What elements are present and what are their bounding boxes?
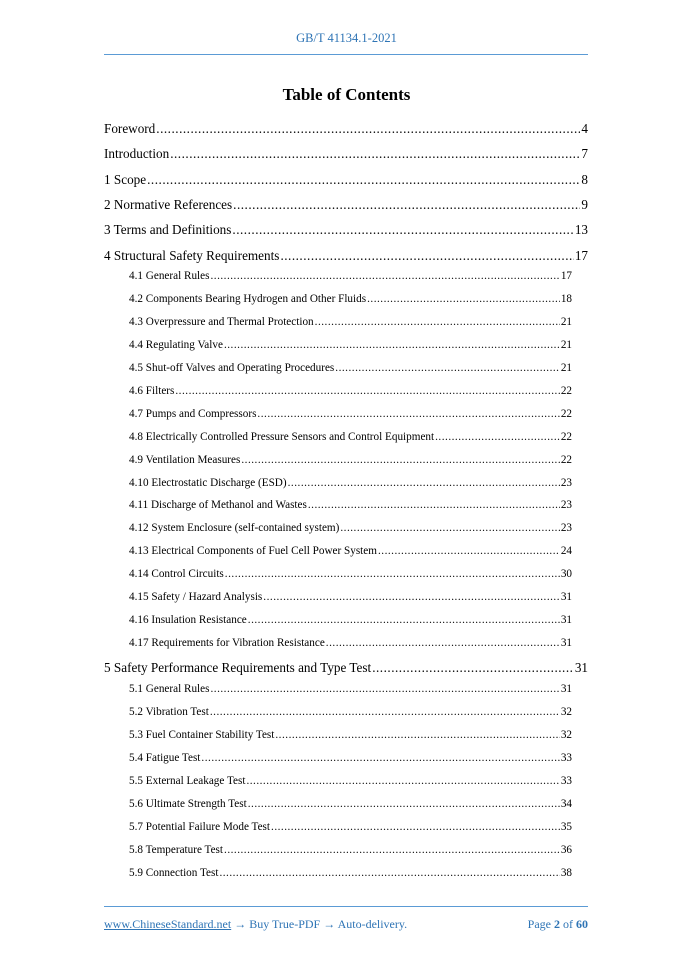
toc-entry-label: 4.9 Ventilation Measures — [129, 454, 241, 466]
toc-entry-label: 4.6 Filters — [129, 385, 175, 397]
page-total: 60 — [576, 917, 588, 931]
toc-entry[interactable] — [129, 385, 572, 397]
toc-entry-label: 4.10 Electrostatic Discharge (ESD) — [129, 477, 287, 489]
toc-entry[interactable] — [129, 522, 572, 534]
toc-entry-label: 4.3 Overpressure and Thermal Protection — [129, 316, 314, 328]
toc-entry[interactable] — [104, 172, 588, 188]
toc-leader-dots — [201, 752, 559, 764]
toc-entry-label: 4.11 Discharge of Methanol and Wastes — [129, 499, 307, 511]
toc-entry-page: 31 — [560, 637, 572, 649]
toc-entry-page: 7 — [581, 146, 588, 161]
toc-entry-page: 17 — [560, 270, 572, 282]
toc-entry-page: 31 — [560, 591, 572, 603]
toc-entry-page: 35 — [560, 821, 572, 833]
toc-entry-label: 4.16 Insulation Resistance — [129, 614, 247, 626]
toc-entry[interactable] — [129, 477, 572, 489]
toc-leader-dots — [248, 614, 560, 626]
toc-leader-dots — [241, 454, 559, 466]
toc-entry-label: 4.12 System Enclosure (self-contained system) — [129, 522, 340, 534]
toc-entry-label: 4.7 Pumps and Compressors — [129, 408, 257, 420]
toc-entry[interactable] — [129, 408, 572, 420]
page-prefix: Page — [527, 917, 554, 931]
website-link[interactable]: www.ChineseStandard.net — [104, 917, 232, 931]
toc-entry-label: 3 Terms and Definitions — [104, 222, 232, 237]
toc-entry-page: 23 — [560, 522, 572, 534]
toc-entry[interactable] — [129, 798, 572, 810]
toc-leader-dots — [335, 362, 560, 374]
toc-entry[interactable] — [129, 591, 572, 603]
toc-entry[interactable] — [129, 339, 572, 351]
toc-entry[interactable] — [129, 270, 572, 282]
toc-entry-label: 5 Safety Performance Requirements and Type Test — [104, 660, 372, 675]
toc-entry-label: 4.5 Shut-off Valves and Operating Procedures — [129, 362, 335, 374]
toc-entry[interactable] — [129, 454, 572, 466]
toc-entry-label: 4 Structural Safety Requirements — [104, 248, 280, 263]
toc-entry-label: 5.2 Vibration Test — [129, 706, 209, 718]
toc-entry-label: 5.7 Potential Failure Mode Test — [129, 821, 271, 833]
toc-entry[interactable] — [129, 867, 572, 879]
toc-entry[interactable] — [129, 637, 572, 649]
toc-entry-label: 4.8 Electrically Controlled Pressure Sensors and Control Equipment — [129, 431, 435, 443]
toc-entry-page: 21 — [560, 339, 572, 351]
toc-entry-label: 5.6 Ultimate Strength Test — [129, 798, 247, 810]
toc-entry[interactable] — [104, 222, 588, 238]
toc-entry-label: 1 Scope — [104, 172, 147, 187]
toc-leader-dots — [170, 146, 580, 162]
footer-promo — [104, 917, 407, 932]
toc-entry-page: 33 — [560, 775, 572, 787]
toc-entry-label: 4.17 Requirements for Vibration Resistance — [129, 637, 325, 649]
toc-leader-dots — [275, 729, 559, 741]
toc-leader-dots — [210, 270, 559, 282]
toc-entry[interactable] — [129, 431, 572, 443]
toc-leader-dots — [288, 477, 560, 489]
toc-leader-dots — [232, 222, 573, 238]
toc-entry-label: 5.8 Temperature Test — [129, 844, 224, 856]
toc-entry-page: 31 — [560, 614, 572, 626]
toc-leader-dots — [326, 637, 560, 649]
toc-entry[interactable] — [129, 614, 572, 626]
toc-leader-dots — [224, 339, 560, 351]
toc-entry-page: 18 — [560, 293, 572, 305]
toc-entry[interactable] — [129, 729, 572, 741]
toc-entry[interactable] — [129, 568, 572, 580]
toc-entry[interactable] — [129, 499, 572, 511]
toc-entry-page: 8 — [581, 172, 588, 187]
toc-leader-dots — [280, 248, 573, 264]
toc-entry[interactable] — [104, 121, 588, 137]
toc-entry[interactable] — [129, 775, 572, 787]
buy-pdf-text: → Buy True-PDF → Auto-delivery. — [231, 917, 408, 931]
toc-entry[interactable] — [129, 316, 572, 328]
toc-leader-dots — [271, 821, 560, 833]
toc-entry-page: 21 — [560, 362, 572, 374]
toc-entry-page: 31 — [560, 683, 572, 695]
toc-entry-page: 30 — [560, 568, 572, 580]
toc-entry-label: Introduction — [104, 146, 170, 161]
toc-leader-dots — [315, 316, 560, 328]
toc-entry-page: 36 — [560, 844, 572, 856]
toc-entry-label: 4.15 Safety / Hazard Analysis — [129, 591, 263, 603]
toc-entry-label: Foreword — [104, 121, 156, 136]
toc-entry[interactable] — [129, 545, 572, 557]
toc-entry-page: 32 — [560, 706, 572, 718]
toc-entry-page: 33 — [560, 752, 572, 764]
toc-leader-dots — [210, 706, 560, 718]
toc-entry[interactable] — [129, 844, 572, 856]
toc-entry-page: 17 — [574, 248, 588, 263]
footer — [104, 917, 588, 932]
toc-leader-dots — [257, 408, 559, 420]
toc-entry[interactable] — [104, 248, 588, 264]
toc-entry[interactable] — [129, 752, 572, 764]
toc-entry-label: 5.4 Fatigue Test — [129, 752, 201, 764]
toc-entry-page: 34 — [560, 798, 572, 810]
toc-entry-page: 21 — [560, 316, 572, 328]
toc-entry-label: 4.4 Regulating Valve — [129, 339, 223, 351]
toc-entry-label: 5.5 External Leakage Test — [129, 775, 246, 787]
toc-title: Table of Contents — [282, 85, 411, 104]
toc-entry-page: 22 — [560, 431, 572, 443]
toc-leader-dots — [367, 293, 560, 305]
toc-leader-dots — [225, 568, 560, 580]
toc-entry-page: 9 — [581, 197, 588, 212]
toc-leader-dots — [210, 683, 559, 695]
toc-entry-page: 13 — [574, 222, 588, 237]
toc-entry-label: 4.2 Components Bearing Hydrogen and Other Fluids — [129, 293, 367, 305]
toc-leader-dots — [156, 121, 580, 137]
toc-leader-dots — [248, 798, 560, 810]
toc-leader-dots — [219, 867, 559, 879]
toc-entry[interactable] — [104, 197, 588, 213]
toc-leader-dots — [308, 499, 560, 511]
toc-entry-page: 22 — [560, 454, 572, 466]
toc-leader-dots — [224, 844, 560, 856]
toc-leader-dots — [246, 775, 559, 787]
toc-entry-label: 4.1 General Rules — [129, 270, 210, 282]
toc-entry[interactable] — [129, 362, 572, 374]
toc-entry-page: 23 — [560, 499, 572, 511]
toc-entry-page: 38 — [560, 867, 572, 879]
toc-leader-dots — [340, 522, 559, 534]
toc-entry-label: 2 Normative References — [104, 197, 233, 212]
toc-entry-label: 4.14 Control Circuits — [129, 568, 224, 580]
toc-entry-page: 22 — [560, 385, 572, 397]
toc-entry-label: 5.9 Connection Test — [129, 867, 219, 879]
toc-entry-label: 5.1 General Rules — [129, 683, 210, 695]
toc-entry-label: 4.13 Electrical Components of Fuel Cell Power System — [129, 545, 377, 557]
toc-leader-dots — [233, 197, 580, 213]
toc-entry-page: 23 — [560, 477, 572, 489]
footer-divider — [104, 906, 588, 907]
toc-entry[interactable] — [129, 683, 572, 695]
header-divider — [104, 54, 588, 55]
toc-entry-page: 22 — [560, 408, 572, 420]
toc-entry-label: 5.3 Fuel Container Stability Test — [129, 729, 275, 741]
toc-entry-page: 31 — [574, 660, 588, 675]
toc-leader-dots — [147, 172, 580, 188]
toc-entry-page: 4 — [581, 121, 588, 136]
toc-entry-page: 32 — [560, 729, 572, 741]
toc-leader-dots — [435, 431, 560, 443]
toc-entry[interactable] — [104, 146, 588, 162]
toc-leader-dots — [372, 660, 574, 676]
toc-leader-dots — [175, 385, 559, 397]
toc-entry[interactable] — [129, 293, 572, 305]
toc-leader-dots — [263, 591, 560, 603]
toc-entry[interactable] — [129, 821, 572, 833]
page-indicator — [528, 917, 588, 932]
toc-entry[interactable] — [129, 706, 572, 718]
page-of: of — [560, 917, 576, 931]
page-current: 2 — [554, 917, 560, 931]
toc-leader-dots — [378, 545, 560, 557]
toc-entry[interactable] — [104, 660, 588, 676]
standard-code: GB/T 41134.1-2021 — [296, 31, 397, 45]
toc-entry-page: 24 — [560, 545, 572, 557]
